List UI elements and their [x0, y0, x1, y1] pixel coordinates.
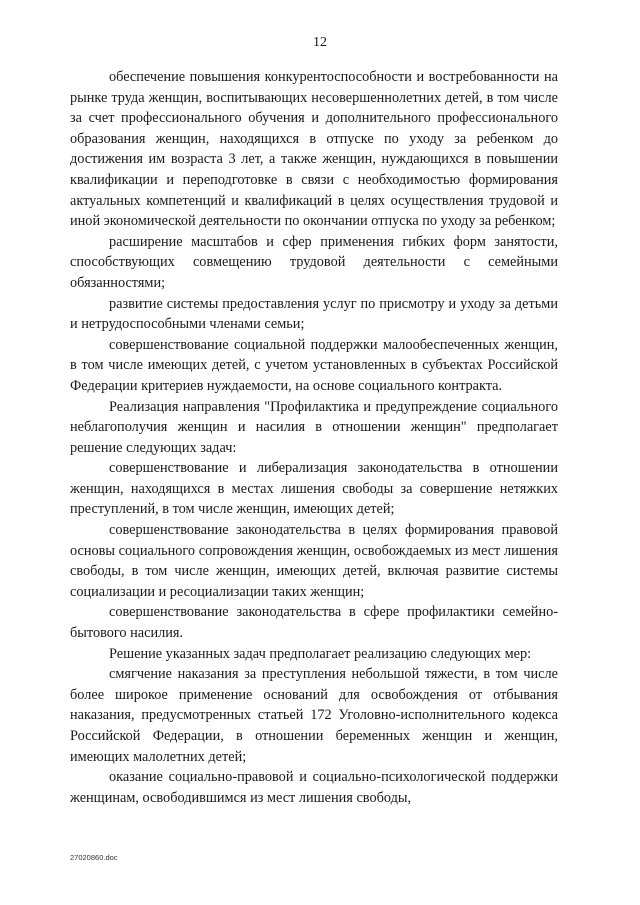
paragraph: Реализация направления "Профилактика и предупреждение социального неблагополучия женщин и насилия в отношении женщин" предполагает решение следующих задач: [70, 398, 558, 456]
paragraph: развитие системы предоставления услуг по присмотру и уходу за детьми и нетрудоспособными членами семьи; [70, 295, 558, 333]
document-body [70, 67, 558, 808]
paragraph: расширение масштабов и сфер применения гибких форм занятости, способствующих совмещению трудовой деятельности с семейными обязанностями; [70, 233, 558, 291]
paragraph: Решение указанных задач предполагает реализацию следующих мер: [109, 645, 532, 662]
page-number: 12 [313, 35, 327, 50]
paragraph: совершенствование социальной поддержки малообеспеченных женщин, в том числе имеющих детей, с учетом установленных в субъектах Российской Федерации критериев нуждаемости, на основе социального контракта. [70, 336, 558, 394]
paragraph: совершенствование и либерализация законодательства в отношении женщин, находящихся в местах лишения свободы за совершение нетяжких преступлений, в том числе женщин, имеющих детей; [70, 460, 558, 518]
paragraph: совершенствование законодательства в целях формирования правовой основы социального сопровождения женщин, освобождаемых из мест лишения свободы, в том числе женщин, имеющих детей, включая развитие системы социализации и ресоциализации таких женщин; [70, 522, 558, 600]
paragraph: оказание социально-правовой и социально-психологической поддержки женщинам, освободившимся из мест лишения свободы, [70, 769, 558, 806]
paragraph: обеспечение повышения конкурентоспособности и востребованности на рынке труда женщин, воспитывающих несовершеннолетних детей, в том числе за счет профессионального обучения и дополнительного профессионального образования женщин, находящихся в отпуске по уходу за ребенком до достижения им возраста 3 лет, а также женщин, нуждающихся в повышении квалификации и переподготовке в связи с необходимостью формирования актуальных компетенций и квалификаций в целях осуществления трудовой и иной экономической деятельности по окончании отпуска по уходу за ребенком; [70, 69, 558, 230]
file-name-footer: 27020860.doc [70, 853, 118, 862]
paragraph: совершенствование законодательства в сфере профилактики семейно-бытового насилия. [70, 604, 558, 642]
paragraph: смягчение наказания за преступления небольшой тяжести, в том числе более широкое применение оснований для освобождения от отбывания наказания, предусмотренных статьей 172 Уголовно-исполнительного кодекса Российской Федерации, в отношении беременных женщин и женщин, имеющих малолетних детей; [70, 666, 558, 765]
